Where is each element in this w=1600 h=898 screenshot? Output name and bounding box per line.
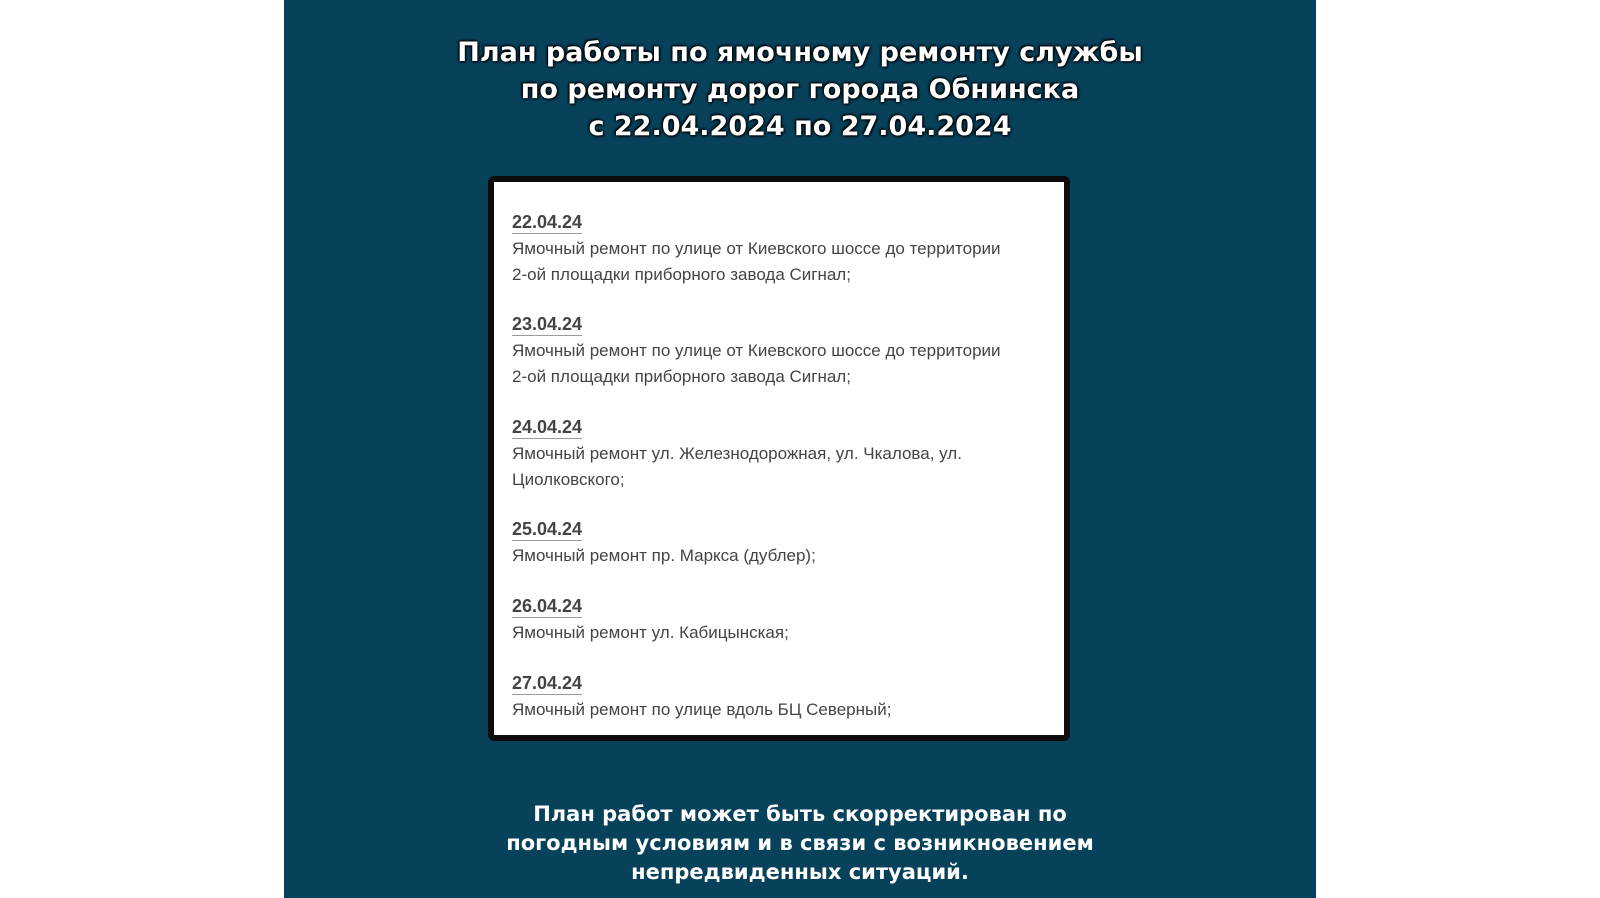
entry-date: 25.04.24 — [512, 519, 583, 539]
schedule-entry — [512, 673, 891, 723]
title-line-3: с 22.04.2024 по 27.04.2024 — [588, 111, 1012, 142]
title-line-2: по ремонту дорог города Обнинска — [520, 74, 1080, 105]
entry-description-line: Ямочный ремонт пр. Маркса (дублер); — [512, 546, 816, 565]
entry-description — [512, 697, 891, 723]
poster-title — [284, 34, 1316, 145]
poster-panel — [284, 0, 1316, 898]
entry-date: 24.04.24 — [512, 417, 583, 437]
entry-description-line: Ямочный ремонт по улице от Киевского шоссе до территории — [512, 239, 1001, 258]
entry-description-line: Ямочный ремонт ул. Кабицынская; — [512, 623, 789, 642]
poster-footer-note — [284, 800, 1316, 887]
entry-description — [512, 620, 789, 646]
footer-line-2: погодным условиям и в связи с возникновением — [506, 831, 1094, 855]
entry-description — [512, 236, 1001, 288]
footer-line-1: План работ может быть скорректирован по — [533, 802, 1067, 826]
entry-date: 22.04.24 — [512, 212, 583, 232]
entry-description-line: 2-ой площадки приборного завода Сигнал; — [512, 265, 851, 284]
schedule-entry — [512, 314, 1001, 390]
entry-description — [512, 338, 1001, 390]
entry-date: 23.04.24 — [512, 314, 583, 334]
entry-description — [512, 543, 816, 569]
entry-description-line: Ямочный ремонт по улице вдоль БЦ Северный; — [512, 700, 892, 719]
entry-description — [512, 441, 962, 493]
schedule-entry — [512, 596, 789, 646]
entry-date: 27.04.24 — [512, 673, 583, 693]
entry-description-line: 2-ой площадки приборного завода Сигнал; — [512, 367, 851, 386]
schedule-card — [488, 176, 1070, 741]
schedule-entry — [512, 519, 816, 569]
footer-line-3: непредвиденных ситуаций. — [631, 860, 969, 884]
schedule-entry — [512, 212, 1001, 288]
entry-date: 26.04.24 — [512, 596, 583, 616]
schedule-entry — [512, 417, 962, 493]
entry-description-line: Ямочный ремонт ул. Железнодорожная, ул. Чкалова, ул. — [512, 444, 962, 463]
title-line-1: План работы по ямочному ремонту службы — [457, 37, 1143, 68]
entry-description-line: Циолковского; — [512, 470, 625, 489]
entry-description-line: Ямочный ремонт по улице от Киевского шоссе до территории — [512, 341, 1001, 360]
